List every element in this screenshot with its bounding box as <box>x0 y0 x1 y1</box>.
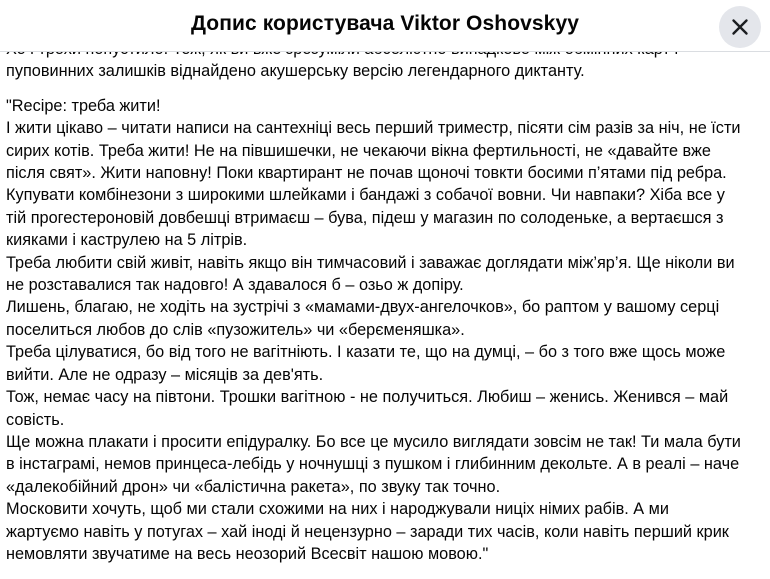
post-intro: пуповинних залишків віднайдено акушерську версію легендарного диктанту. <box>6 62 585 81</box>
close-icon <box>730 17 750 37</box>
close-button[interactable] <box>719 6 761 48</box>
post-text <box>6 38 761 565</box>
post-content-scroll[interactable] <box>0 52 770 579</box>
dialog-header <box>0 0 770 52</box>
dialog-title: Допис користувача Viktor Oshovskyy <box>190 12 580 35</box>
post-body: "Recipe: треба жити! І жити цікаво – читати написи на сантехніці весь перший триместр, пісяти сім разів за ніч, не їсти сирих котів. Треба жити! Не на півшишечки, не чекаючи вікна фертильності, не «давайте вже після свят». Жити наповну! Поки квартирант не почав щоночі товкти босими п’ятами під ребра. Купувати комбінезони з широкими шлейками і бандажі з собачої вовни. Чи навпаки? Хіба все у тій прогестероновій довбешці втримаєш – бува, підеш у магазин по солоденьке, а вертаєшся з кияками і каструлею на 5 літрів. Треба любити свій живіт, навіть якщо він тимчасовий і заважає доглядати між’яр’я. Ще ніколи ви не розставалися так надовго! А здавалося б – озьо ж допіру. Лишень, благаю, не ходіть на зустрічі з «мамами-двух-ангелочков», бо раптом у вашому серці поселиться любов до слів «пузожитель» чи «берєменяшка». Треба цілуватися, бо від того не вагітніють. І казати те, що на думці, – бо з того вже щось може вийти. Але не одразу – місяців за дев'ять. Тож, немає часу на півтони. Трошки вагітною - не получиться. Любиш – женись. Женився – май совість. Ще можна плакати і просити епідуралку. Бо все це мусило виглядати зовсім не так! Ти мала бути в інстаграмі, немов принцеса-лебідь у ночнушці з пушком і глибинним декольте. А в реалі – наче «далекобійний дрон» чи «балістична ракета», по звуку так точно. Московити хочуть, щоб ми стали схожими на них і народжували ниціх німих рабів. А ми жартуємо навіть у потугах – хай іноді й нецензурно – заради тих часів, коли навіть перший крик немовляти звучатиме на весь неозорий Всесвіт нашою мовою." <box>6 96 741 563</box>
